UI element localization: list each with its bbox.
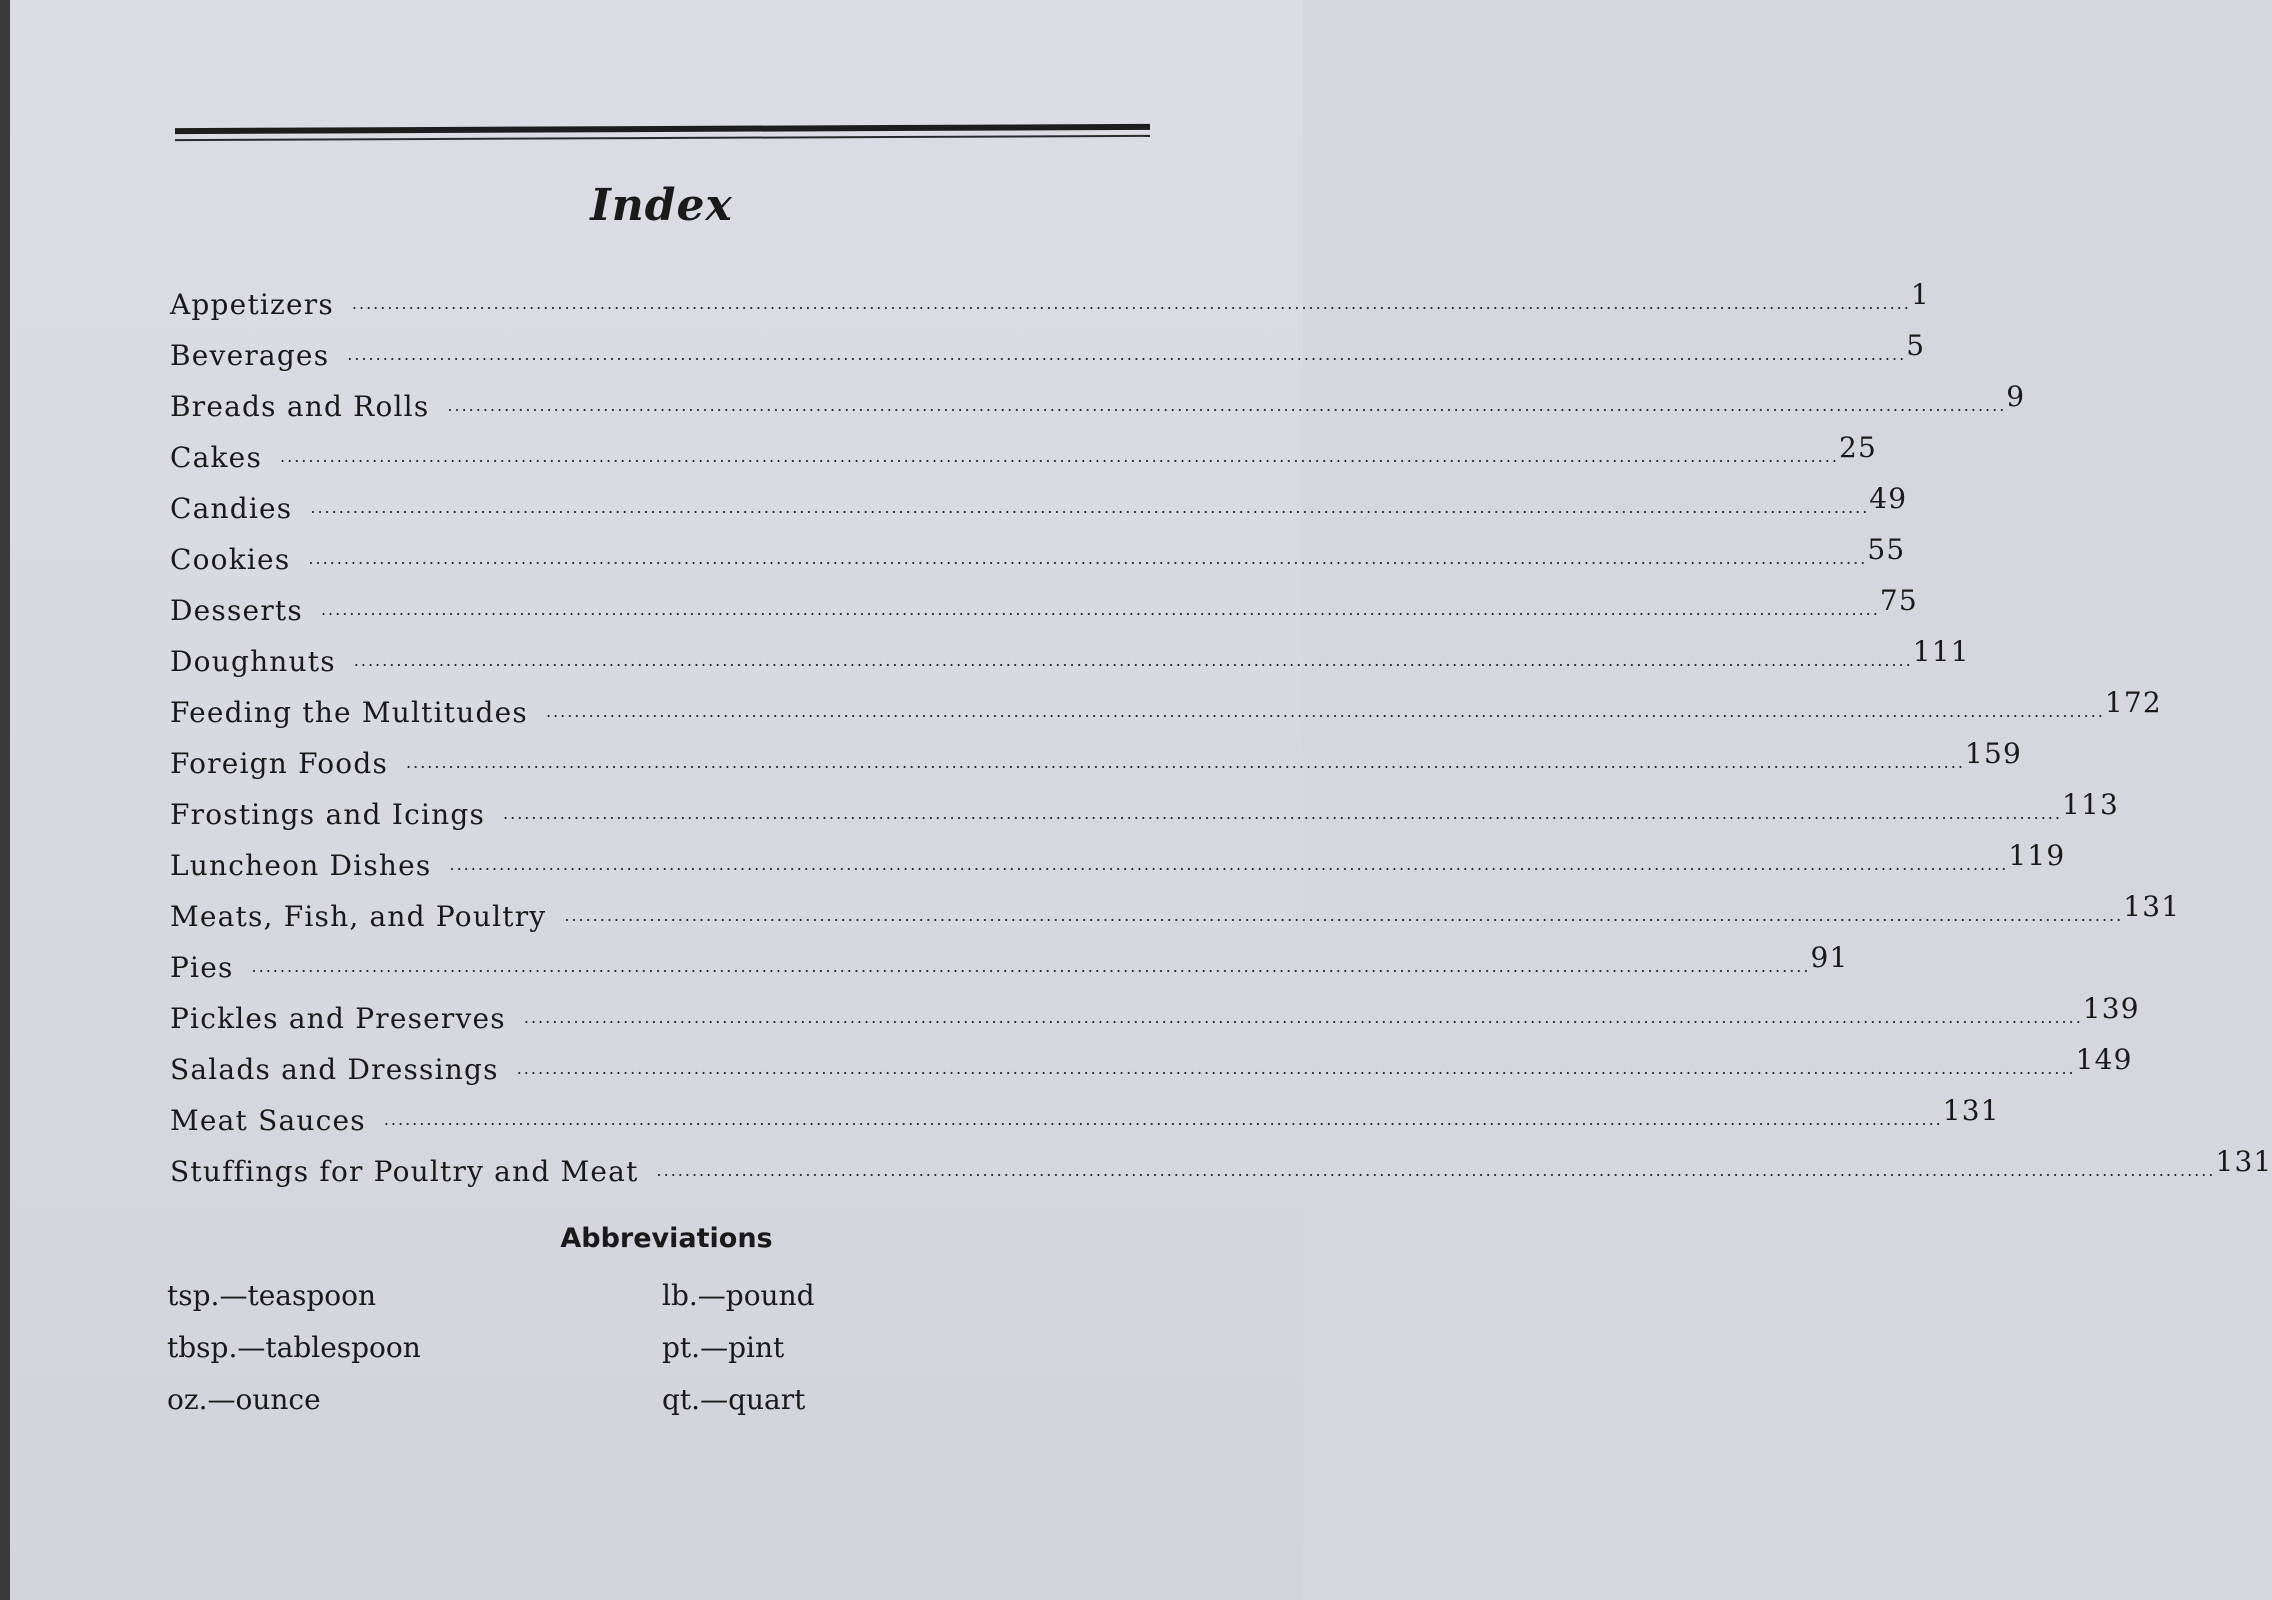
index-entry-label: Pies [170, 951, 234, 984]
abbreviations-heading: Abbreviations [560, 1223, 773, 1254]
index-entry-page: 1 [1910, 278, 1930, 311]
abbreviation-item: lb.—pound [662, 1279, 815, 1312]
index-entry [170, 372, 2026, 423]
index-entry [170, 882, 2181, 933]
index-entry-label: Frostings and Icings [170, 798, 486, 831]
index-entry-label: Doughnuts [170, 645, 336, 678]
index-entry [170, 729, 2022, 780]
dot-leader: ............................................................................................................................................................................................................................ [656, 1161, 2216, 1180]
abbreviation-item: pt.—pint [662, 1331, 785, 1364]
dot-leader: ............................................................................................................................................................................................................................ [251, 957, 1811, 976]
dot-leader: ............................................................................................................................................................................................................................ [351, 294, 1911, 313]
dot-leader: ............................................................................................................................................................................................................................ [523, 1008, 2083, 1027]
index-entry-page: 75 [1879, 584, 1918, 617]
page-title: Index [590, 180, 733, 231]
index-entry-label: Stuffings for Poultry and Meat [170, 1155, 639, 1188]
index-entry-page: 9 [2006, 380, 2026, 413]
index-list [170, 270, 2272, 1188]
dot-leader: ............................................................................................................................................................................................................................ [545, 702, 2105, 721]
dot-leader: ............................................................................................................................................................................................................................ [406, 753, 1965, 772]
dot-leader: ............................................................................................................................................................................................................................ [320, 600, 1880, 619]
dot-leader: ............................................................................................................................................................................................................................ [308, 549, 1868, 568]
index-entry-label: Foreign Foods [170, 747, 389, 780]
index-entry-label: Luncheon Dishes [170, 849, 432, 882]
index-entry [170, 780, 2119, 831]
index-entry [170, 933, 1849, 984]
dot-leader: ............................................................................................................................................................................................................................ [353, 651, 1913, 670]
index-entry-page: 131 [2123, 890, 2181, 923]
index-entry-label: Breads and Rolls [170, 390, 430, 423]
header-rule-thin [175, 135, 1150, 141]
index-entry-page: 25 [1838, 431, 1877, 464]
index-entry-page: 131 [1942, 1094, 2000, 1127]
dot-leader: ............................................................................................................................................................................................................................ [447, 396, 2007, 415]
index-entry [170, 270, 1930, 321]
index-entry-label: Appetizers [170, 288, 334, 321]
index-entry-page: 149 [2075, 1043, 2133, 1076]
dot-leader: ............................................................................................................................................................................................................................ [310, 498, 1870, 517]
dot-leader: ............................................................................................................................................................................................................................ [516, 1059, 2076, 1078]
index-entry-page: 113 [2061, 788, 2119, 821]
index-entry-page: 111 [1912, 635, 1970, 668]
dot-leader: ............................................................................................................................................................................................................................ [503, 804, 2062, 823]
index-entry [170, 1137, 2272, 1188]
index-entry [170, 576, 1918, 627]
abbreviation-item: tbsp.—tablespoon [167, 1331, 421, 1364]
index-entry [170, 525, 1906, 576]
index-entry [170, 627, 1970, 678]
abbreviation-item: oz.—ounce [167, 1383, 321, 1416]
index-entry [170, 1086, 2000, 1137]
index-entry-label: Meats, Fish, and Poultry [170, 900, 547, 933]
abbreviation-item: tsp.—teaspoon [167, 1279, 377, 1312]
index-entry-label: Salads and Dressings [170, 1053, 499, 1086]
index-entry-label: Pickles and Preserves [170, 1002, 506, 1035]
index-entry-page: 55 [1867, 533, 1906, 566]
dot-leader: ............................................................................................................................................................................................................................ [449, 855, 2009, 874]
index-entry-page: 49 [1869, 482, 1908, 515]
index-entry [170, 678, 2162, 729]
index-entry-page: 119 [2008, 839, 2066, 872]
index-entry-page: 131 [2215, 1145, 2272, 1178]
index-entry-label: Cakes [170, 441, 263, 474]
abbreviation-item: qt.—quart [662, 1383, 806, 1416]
dot-leader: ............................................................................................................................................................................................................................ [280, 447, 1839, 466]
index-entry [170, 474, 1908, 525]
index-entry-page: 5 [1906, 329, 1926, 362]
index-entry-label: Beverages [170, 339, 330, 372]
index-entry [170, 984, 2140, 1035]
index-entry-label: Desserts [170, 594, 303, 627]
index-entry-page: 91 [1810, 941, 1849, 974]
index-entry [170, 1035, 2133, 1086]
index-entry-label: Feeding the Multitudes [170, 696, 528, 729]
abbreviations-right-column [662, 1270, 815, 1426]
dot-leader: ............................................................................................................................................................................................................................ [347, 345, 1907, 364]
index-entry-label: Meat Sauces [170, 1104, 366, 1137]
index-entry [170, 423, 1877, 474]
abbreviations-left-column [167, 1270, 421, 1426]
dot-leader: ............................................................................................................................................................................................................................ [383, 1110, 1943, 1129]
index-entry-label: Candies [170, 492, 293, 525]
index-entry-page: 172 [2104, 686, 2162, 719]
header-rule-thick [175, 124, 1150, 134]
index-entry-page: 139 [2082, 992, 2140, 1025]
index-entry [170, 831, 2066, 882]
index-entry-page: 159 [1964, 737, 2022, 770]
index-entry-label: Cookies [170, 543, 291, 576]
dot-leader: ............................................................................................................................................................................................................................ [564, 906, 2124, 925]
index-entry [170, 321, 1926, 372]
